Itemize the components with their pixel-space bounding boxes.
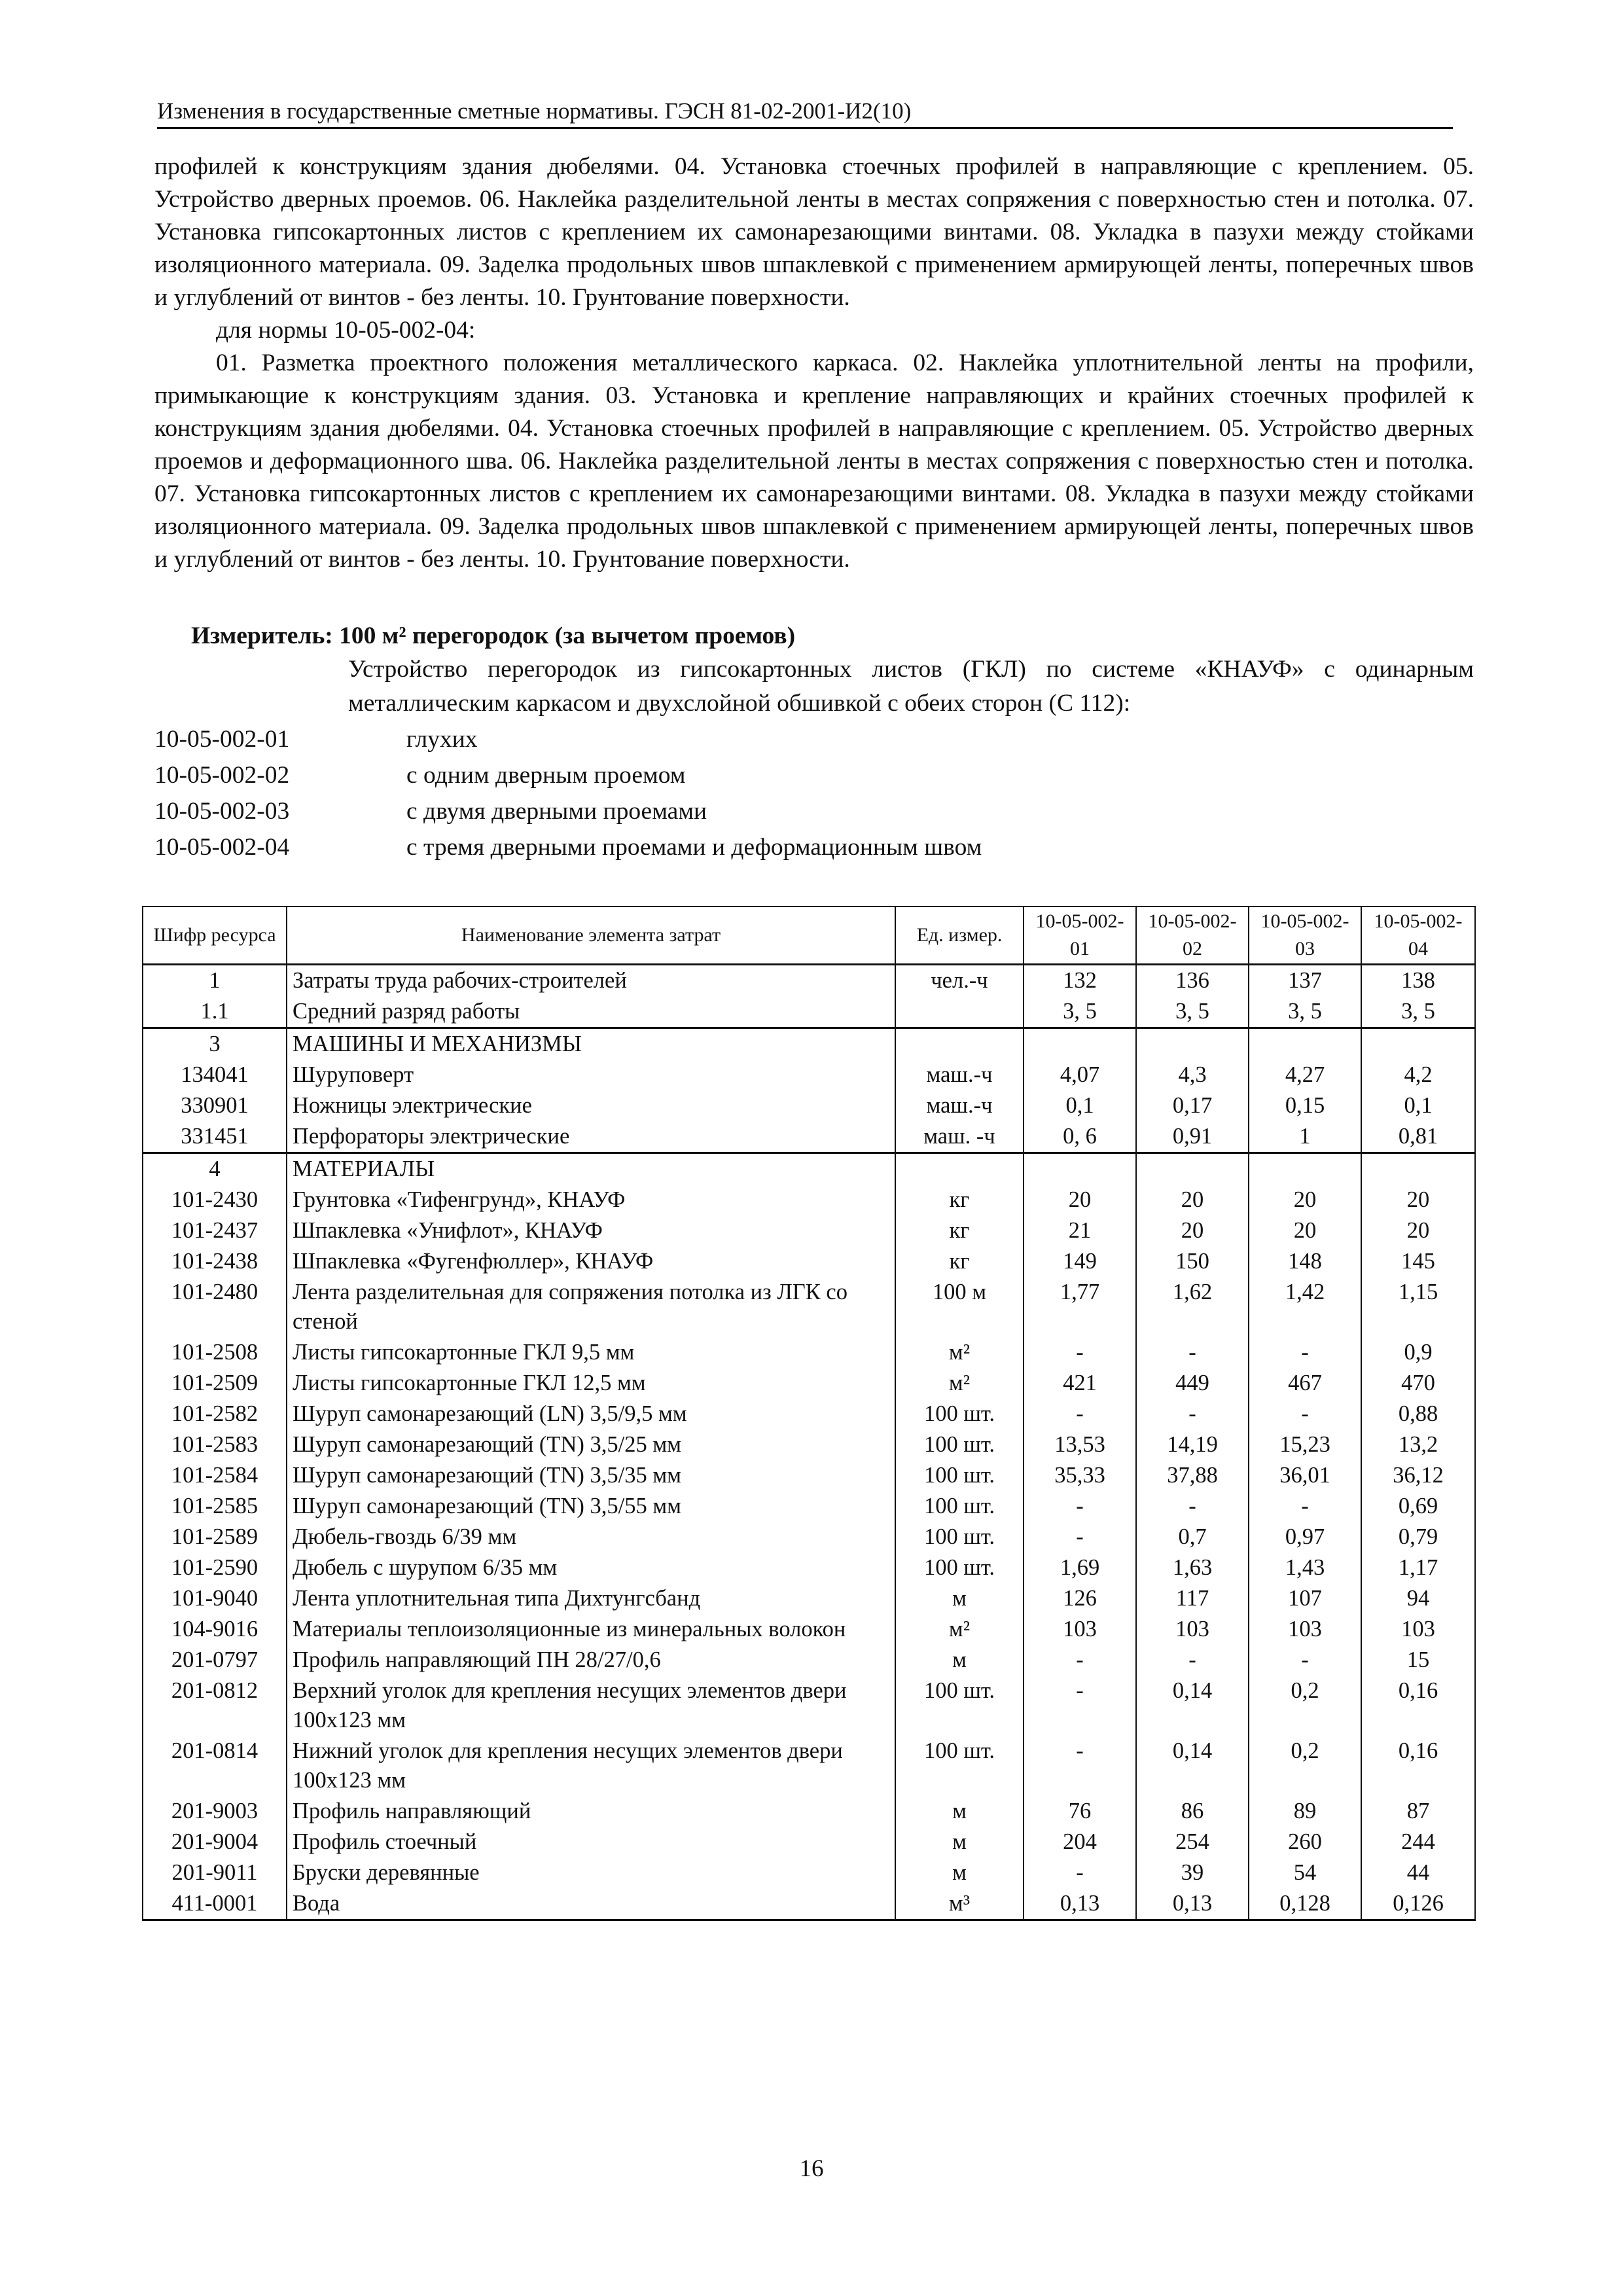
cell-name: Шуруповерт [287,1060,895,1090]
cell-value: - [1136,1399,1249,1429]
header-norm-2: 10-05-002-02 [1136,906,1249,965]
cell-value: - [1024,1491,1136,1522]
cell-value [1136,1028,1249,1060]
cell-code: 1 [143,965,287,997]
cell-value: 1,63 [1136,1552,1249,1583]
cell-name: Средний разряд работы [287,996,895,1028]
cell-value: 20 [1361,1185,1475,1215]
cell-value: 3, 5 [1249,996,1361,1028]
cell-name: Бруски деревянные [287,1857,895,1888]
header-code: Шифр ресурса [143,906,287,965]
cell-unit: кг [895,1215,1024,1246]
cell-value: - [1024,1522,1136,1552]
table-row [143,1857,1475,1888]
cell-name: Профиль стоечный [287,1827,895,1857]
cell-value: 467 [1249,1368,1361,1399]
cell-value: 86 [1136,1796,1249,1827]
cell-code: 201-0812 [143,1676,287,1736]
cell-value: 15 [1361,1645,1475,1676]
table-row [143,965,1475,997]
norm-code: 10-05-002-01 [154,726,290,753]
cell-value: 1,15 [1361,1277,1475,1337]
cell-value: - [1024,1676,1136,1736]
cell-unit: 100 шт. [895,1429,1024,1460]
cell-value: - [1249,1491,1361,1522]
cell-name: Ножницы электрические [287,1090,895,1121]
cell-value: 44 [1361,1857,1475,1888]
cell-name: Материалы теплоизоляционные из минеральных волокон [287,1614,895,1645]
cell-value: 0,16 [1361,1736,1475,1796]
page-header: Изменения в государственные сметные нормативы. ГЭСН 81-02-2001-И2(10) [157,97,1453,129]
cell-name: Шуруп самонарезающий (LN) 3,5/9,5 мм [287,1399,895,1429]
cell-name: Нижний уголок для крепления несущих элементов двери 100х123 мм [287,1736,895,1796]
cell-value: 421 [1024,1368,1136,1399]
cell-value: - [1249,1645,1361,1676]
table-row [143,1399,1475,1429]
intro-paragraph: профилей к конструкциям здания дюбелями. 04. Установка стоечных профилей в направляющие с креплением. 05. Устройство дверных проемов. 06. Наклейка разделительной ленты в местах сопряжения с поверхностью стен и потолка. 07. Установка гипсокартонных листов с креплением их самонарезающими винтами. 08. Укладка в пазухи между стойками изоляционного материала. 09. Заделка продольных швов шпаклевкой с применением армирующей ленты, поперечных швов и углублений от винтов - без ленты. 10. Грунтование поверхности. [154,153,1474,311]
cell-value: 107 [1249,1583,1361,1614]
cell-unit: чел.-ч [895,965,1024,997]
cell-value: 0,88 [1361,1399,1475,1429]
cell-value: 0,17 [1136,1090,1249,1121]
cell-code: 134041 [143,1060,287,1090]
table-row [143,1429,1475,1460]
cell-value: 137 [1249,965,1361,997]
cell-name: Перфораторы электрические [287,1121,895,1153]
cell-unit: 100 шт. [895,1676,1024,1736]
cell-value: 35,33 [1024,1460,1136,1491]
cell-name: МАТЕРИАЛЫ [287,1153,895,1185]
cell-name: Вода [287,1888,895,1920]
cell-value: 0,126 [1361,1888,1475,1920]
cell-value: - [1136,1645,1249,1676]
cell-value: 4,3 [1136,1060,1249,1090]
cell-code: 101-2585 [143,1491,287,1522]
cell-unit [895,1153,1024,1185]
table-row [143,1028,1475,1060]
cell-value: - [1024,1337,1136,1368]
cell-name: Шуруп самонарезающий (TN) 3,5/35 мм [287,1460,895,1491]
cell-value: 20 [1249,1185,1361,1215]
norm-code: 10-05-002-03 [154,798,290,825]
table-row [143,1060,1475,1090]
table-row [143,1215,1475,1246]
cell-name: Лента уплотнительная типа Дихтунгсбанд [287,1583,895,1614]
cell-unit: 100 м [895,1277,1024,1337]
cell-unit: м³ [895,1888,1024,1920]
table-row [143,1552,1475,1583]
cell-value: 54 [1249,1857,1361,1888]
cell-value: 103 [1361,1614,1475,1645]
body-text [154,151,1474,576]
cell-value [1024,1153,1136,1185]
table-row [143,1460,1475,1491]
cell-value: 0,97 [1249,1522,1361,1552]
table-row [143,1368,1475,1399]
table-row [143,1827,1475,1857]
cell-value: 470 [1361,1368,1475,1399]
cell-code: 101-2584 [143,1460,287,1491]
measure-line: Измеритель: 100 м² перегородок (за вычетом проемов) [191,622,796,649]
cell-value [1136,1153,1249,1185]
cell-unit: м [895,1645,1024,1676]
header-norm-1: 10-05-002-01 [1024,906,1136,965]
cell-value: 14,19 [1136,1429,1249,1460]
cell-value: - [1024,1736,1136,1796]
table-row [143,1090,1475,1121]
cell-value: 20 [1024,1185,1136,1215]
cell-value: 132 [1024,965,1136,997]
cell-value: 1,42 [1249,1277,1361,1337]
cell-name: Грунтовка «Тифенгрунд», КНАУФ [287,1185,895,1215]
cell-value: 20 [1249,1215,1361,1246]
cell-value: 244 [1361,1827,1475,1857]
cell-unit: м [895,1583,1024,1614]
cell-code: 101-2480 [143,1277,287,1337]
cell-code: 201-0797 [143,1645,287,1676]
cell-code: 201-9003 [143,1796,287,1827]
cell-value: 94 [1361,1583,1475,1614]
table-row [143,1337,1475,1368]
table-row [143,1246,1475,1277]
cell-value: 0,1 [1361,1090,1475,1121]
cell-unit: маш. -ч [895,1121,1024,1153]
cell-value: 87 [1361,1796,1475,1827]
cell-unit: 100 шт. [895,1736,1024,1796]
table-row [143,1645,1475,1676]
resource-table [142,906,1476,1921]
cell-value: 0, 6 [1024,1121,1136,1153]
cell-value [1024,1028,1136,1060]
cell-value: 0,7 [1136,1522,1249,1552]
cell-unit: м² [895,1368,1024,1399]
cell-value: 117 [1136,1583,1249,1614]
cell-value: 4,07 [1024,1060,1136,1090]
cell-name: Шпаклевка «Фугенфюллер», КНАУФ [287,1246,895,1277]
header-norm-3: 10-05-002-03 [1249,906,1361,965]
norm-paragraph: 01. Разметка проектного положения металлического каркаса. 02. Наклейка уплотнительной ленты на профили, примыкающие к конструкциям здания. 03. Установка и крепление направляющих и крайних стоечных профилей к конструкциям здания дюбелями. 04. Установка стоечных профилей в направляющие с креплением. 05. Устройство дверных проемов и деформационного шва. 06. Наклейка разделительной ленты в местах сопряжения с поверхностью стен и потолка. 07. Установка гипсокартонных листов с креплением их самонарезающими винтами. 08. Укладка в пазухи между стойками изоляционного материала. 09. Заделка продольных швов шпаклевкой с применением армирующей ленты, поперечных швов и углублений от винтов - без ленты. 10. Грунтование поверхности. [154,350,1474,573]
cell-value: 0,91 [1136,1121,1249,1153]
norm-name: с одним дверным проемом [406,762,686,789]
cell-value: 0,2 [1249,1676,1361,1736]
cell-value: 136 [1136,965,1249,997]
cell-value: - [1249,1337,1361,1368]
cell-value [1249,1153,1361,1185]
header-norm-4: 10-05-002-04 [1361,906,1475,965]
cell-value: - [1136,1337,1249,1368]
cell-value: 1,62 [1136,1277,1249,1337]
cell-value: 4,2 [1361,1060,1475,1090]
cell-value: 20 [1136,1215,1249,1246]
cell-unit: кг [895,1246,1024,1277]
table-row [143,1121,1475,1153]
cell-value: 0,128 [1249,1888,1361,1920]
cell-value: 138 [1361,965,1475,997]
cell-name: МАШИНЫ И МЕХАНИЗМЫ [287,1028,895,1060]
cell-code: 101-2438 [143,1246,287,1277]
cell-name: Шуруп самонарезающий (TN) 3,5/25 мм [287,1429,895,1460]
cell-value: 1,17 [1361,1552,1475,1583]
norm-label: для нормы 10-05-002-04: [216,317,476,344]
cell-code: 101-2508 [143,1337,287,1368]
cell-value: 0,1 [1024,1090,1136,1121]
table-row [143,1888,1475,1920]
cell-value: 39 [1136,1857,1249,1888]
cell-unit: м [895,1827,1024,1857]
cell-value: 150 [1136,1246,1249,1277]
norm-code: 10-05-002-02 [154,762,290,789]
cell-unit: кг [895,1185,1024,1215]
table-row [143,1796,1475,1827]
cell-value: 0,16 [1361,1676,1475,1736]
cell-value: - [1136,1491,1249,1522]
cell-value: 0,14 [1136,1676,1249,1736]
cell-value: 260 [1249,1827,1361,1857]
cell-code: 1.1 [143,996,287,1028]
cell-code: 101-2590 [143,1552,287,1583]
cell-code: 101-2509 [143,1368,287,1399]
cell-unit: маш.-ч [895,1060,1024,1090]
cell-value: 15,23 [1249,1429,1361,1460]
cell-unit: 100 шт. [895,1522,1024,1552]
norm-code: 10-05-002-04 [154,834,290,861]
table-row [143,1153,1475,1185]
cell-name: Листы гипсокартонные ГКЛ 12,5 мм [287,1368,895,1399]
cell-value: 103 [1249,1614,1361,1645]
cell-code: 101-2437 [143,1215,287,1246]
cell-code: 330901 [143,1090,287,1121]
cell-value: 254 [1136,1827,1249,1857]
cell-value: 0,9 [1361,1337,1475,1368]
cell-value: 1,43 [1249,1552,1361,1583]
cell-value: 13,2 [1361,1429,1475,1460]
cell-value: 36,01 [1249,1460,1361,1491]
cell-unit: м [895,1857,1024,1888]
cell-value: 145 [1361,1246,1475,1277]
cell-value: 0,79 [1361,1522,1475,1552]
cell-value: 149 [1024,1246,1136,1277]
norm-name: с двумя дверными проемами [406,798,707,825]
cell-unit: 100 шт. [895,1552,1024,1583]
cell-value: 3, 5 [1361,996,1475,1028]
cell-value: 89 [1249,1796,1361,1827]
table-row [143,1614,1475,1645]
cell-value: 0,13 [1024,1888,1136,1920]
cell-code: 3 [143,1028,287,1060]
table-row [143,1522,1475,1552]
cell-unit: м² [895,1614,1024,1645]
table-row [143,1676,1475,1736]
cell-value: 0,69 [1361,1491,1475,1522]
cell-code: 101-2582 [143,1399,287,1429]
norm-name: глухих [406,726,478,753]
cell-code: 101-9040 [143,1583,287,1614]
cell-unit [895,996,1024,1028]
cell-name: Затраты труда рабочих-строителей [287,965,895,997]
cell-value: 0,2 [1249,1736,1361,1796]
cell-value: 0,13 [1136,1888,1249,1920]
cell-value: - [1024,1645,1136,1676]
cell-code: 201-9011 [143,1857,287,1888]
cell-code: 101-2583 [143,1429,287,1460]
cell-name: Профиль направляющий ПН 28/27/0,6 [287,1645,895,1676]
cell-value: 1,69 [1024,1552,1136,1583]
cell-unit: м² [895,1337,1024,1368]
cell-value [1249,1028,1361,1060]
cell-unit: 100 шт. [895,1399,1024,1429]
table-row [143,1277,1475,1337]
cell-value: 37,88 [1136,1460,1249,1491]
cell-value: 0,81 [1361,1121,1475,1153]
cell-value: 4,27 [1249,1060,1361,1090]
table-header-row [143,906,1475,965]
cell-value: - [1024,1857,1136,1888]
cell-value: 1 [1249,1121,1361,1153]
cell-value: 3, 5 [1024,996,1136,1028]
cell-value: - [1024,1399,1136,1429]
cell-name: Верхний уголок для крепления несущих элементов двери 100х123 мм [287,1676,895,1736]
cell-unit: 100 шт. [895,1460,1024,1491]
header-unit: Ед. измер. [895,906,1024,965]
cell-unit: 100 шт. [895,1491,1024,1522]
cell-code: 4 [143,1153,287,1185]
cell-value: 76 [1024,1796,1136,1827]
cell-name: Шпаклевка «Унифлот», КНАУФ [287,1215,895,1246]
cell-unit: м [895,1796,1024,1827]
cell-value: 3, 5 [1136,996,1249,1028]
cell-code: 101-2589 [143,1522,287,1552]
cell-name: Шуруп самонарезающий (TN) 3,5/55 мм [287,1491,895,1522]
cell-value: 13,53 [1024,1429,1136,1460]
page-number: 16 [799,2155,824,2182]
cell-code: 201-0814 [143,1736,287,1796]
cell-unit: маш.-ч [895,1090,1024,1121]
cell-value: 204 [1024,1827,1136,1857]
cell-value: 20 [1136,1185,1249,1215]
cell-value: 1,77 [1024,1277,1136,1337]
cell-name: Листы гипсокартонные ГКЛ 9,5 мм [287,1337,895,1368]
cell-value: 103 [1024,1614,1136,1645]
cell-value: 103 [1136,1614,1249,1645]
cell-code: 201-9004 [143,1827,287,1857]
cell-value: 0,15 [1249,1090,1361,1121]
table-row [143,1583,1475,1614]
cell-value: - [1249,1399,1361,1429]
table-row [143,1491,1475,1522]
cell-code: 101-2430 [143,1185,287,1215]
table-row [143,1185,1475,1215]
header-name: Наименование элемента затрат [287,906,895,965]
cell-value [1361,1028,1475,1060]
cell-code: 411-0001 [143,1888,287,1920]
cell-value: 449 [1136,1368,1249,1399]
cell-unit [895,1028,1024,1060]
cell-name: Лента разделительная для сопряжения потолка из ЛГК со стеной [287,1277,895,1337]
cell-value: 126 [1024,1583,1136,1614]
norm-description: Устройство перегородок из гипсокартонных листов (ГКЛ) по системе «КНАУФ» с одинарным металлическим каркасом и двухслойной обшивкой с обеих сторон (С 112): [348,656,1474,717]
cell-value: 21 [1024,1215,1136,1246]
norm-name: с тремя дверными проемами и деформационным швом [406,834,982,861]
cell-value [1361,1153,1475,1185]
table-row [143,1736,1475,1796]
cell-value: 0,14 [1136,1736,1249,1796]
cell-value: 20 [1361,1215,1475,1246]
cell-name: Дюбель с шурупом 6/35 мм [287,1552,895,1583]
cell-code: 331451 [143,1121,287,1153]
cell-name: Профиль направляющий [287,1796,895,1827]
cell-name: Дюбель-гвоздь 6/39 мм [287,1522,895,1552]
cell-value: 148 [1249,1246,1361,1277]
table-row [143,996,1475,1028]
cell-value: 36,12 [1361,1460,1475,1491]
cell-code: 104-9016 [143,1614,287,1645]
